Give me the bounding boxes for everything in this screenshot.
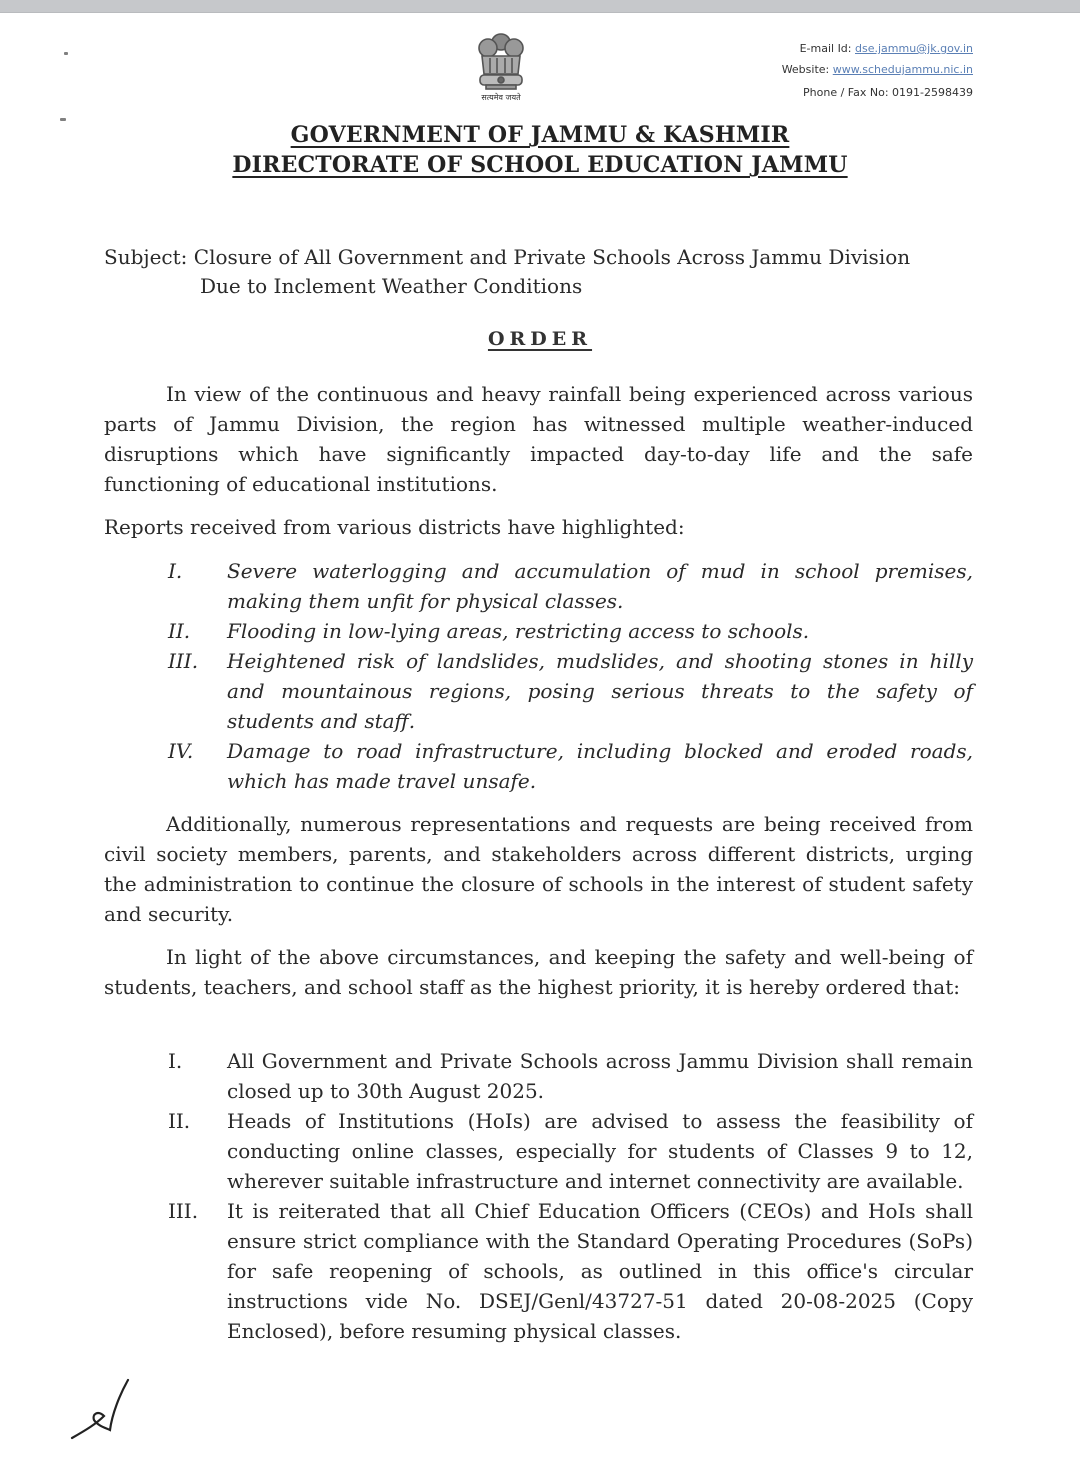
list-text: Severe waterlogging and accumulation of mud in school premises, making them unfit for physical classes. — [227, 559, 973, 613]
phone-value: 0191-2598439 — [892, 86, 973, 99]
list-text: Heads of Institutions (HoIs) are advised to assess the feasibility of conducting online classes, especially for students of Classes 9 to 12, wherever suitable infrastructure and internet connectivity are available. — [227, 1109, 973, 1193]
list-item — [160, 616, 973, 646]
scan-speck — [64, 52, 68, 55]
list-text: Damage to road infrastructure, including blocked and eroded roads, which has made travel unsafe. — [227, 739, 973, 793]
list-number: I. — [168, 559, 183, 583]
list-number: I. — [168, 1049, 183, 1073]
list-item — [160, 1196, 973, 1346]
list-text: Flooding in low-lying areas, restricting access to schools. — [227, 619, 810, 643]
contact-info — [782, 38, 973, 103]
list-item — [160, 1046, 973, 1106]
list-item — [160, 1106, 973, 1196]
website-link[interactable]: www.schedujammu.nic.in — [832, 63, 973, 76]
list-text: It is reiterated that all Chief Education Officers (CEOs) and HoIs shall ensure strict compliance with the Standard Operating Procedures (SoPs) for safe reopening of schools, as outlined in this office's circular instructions vide No. DSEJ/Genl/43727-51 dated 20-08-2025 (Copy Enclosed), before resuming physical classes. — [227, 1199, 973, 1343]
subject-label: Subject: — [104, 245, 188, 269]
list-number: III. — [168, 1199, 199, 1223]
subject-line-1: Closure of All Government and Private Schools Across Jammu Division — [193, 245, 911, 269]
national-emblem-icon — [466, 28, 536, 104]
website-line — [782, 59, 973, 80]
order-title: ORDER — [487, 328, 593, 350]
list-item — [160, 736, 973, 796]
list-text: Heightened risk of landslides, mudslides, and shooting stones in hilly and mountainous regions, posing serious threats to the safety of students and staff. — [227, 649, 973, 733]
email-label: E-mail Id: — [799, 42, 852, 55]
list-number: IV. — [168, 739, 194, 763]
reports-lead: Reports received from various districts have highlighted: — [104, 515, 685, 539]
government-heading: GOVERNMENT OF JAMMU & KASHMIR — [290, 122, 790, 148]
email-line — [782, 38, 973, 59]
subject-block — [104, 243, 910, 301]
list-number: III. — [168, 649, 199, 673]
scan-speck — [60, 118, 66, 121]
orders-list — [160, 1046, 973, 1346]
phone-line — [782, 82, 973, 103]
list-text: All Government and Private Schools across Jammu Division shall remain closed up to 30th August 2025. — [227, 1049, 973, 1103]
subject-line-2: Due to Inclement Weather Conditions — [200, 274, 583, 298]
phone-label: Phone / Fax No: — [803, 86, 889, 99]
additionally-paragraph: Additionally, numerous representations and requests are being received from civil society members, parents, and stakeholders across different districts, urging the administration to continue the closure of schools in the interest of student safety and security. — [104, 812, 973, 926]
svg-text:सत्यमेव जयते: सत्यमेव जयते — [481, 93, 521, 102]
list-number: II. — [168, 619, 191, 643]
top-border-strip — [0, 0, 1080, 13]
intro-paragraph: In view of the continuous and heavy rainfall being experienced across various parts of Jammu Division, the region has witnessed multiple weather-induced disruptions which have significantly impacted day-to-day life and the safe functioning of educational institutions. — [104, 382, 973, 496]
reports-list — [160, 556, 973, 796]
list-item — [160, 556, 973, 616]
list-number: II. — [168, 1109, 191, 1133]
website-label: Website: — [781, 63, 830, 76]
list-item — [160, 646, 973, 736]
directorate-heading: DIRECTORATE OF SCHOOL EDUCATION JAMMU — [232, 152, 848, 178]
email-link[interactable]: dse.jammu@jk.gov.in — [855, 42, 973, 55]
signature-mark — [68, 1370, 138, 1450]
in-light-paragraph: In light of the above circumstances, and keeping the safety and well-being of students, teachers, and school staff as the highest priority, it is hereby ordered that: — [104, 945, 973, 999]
